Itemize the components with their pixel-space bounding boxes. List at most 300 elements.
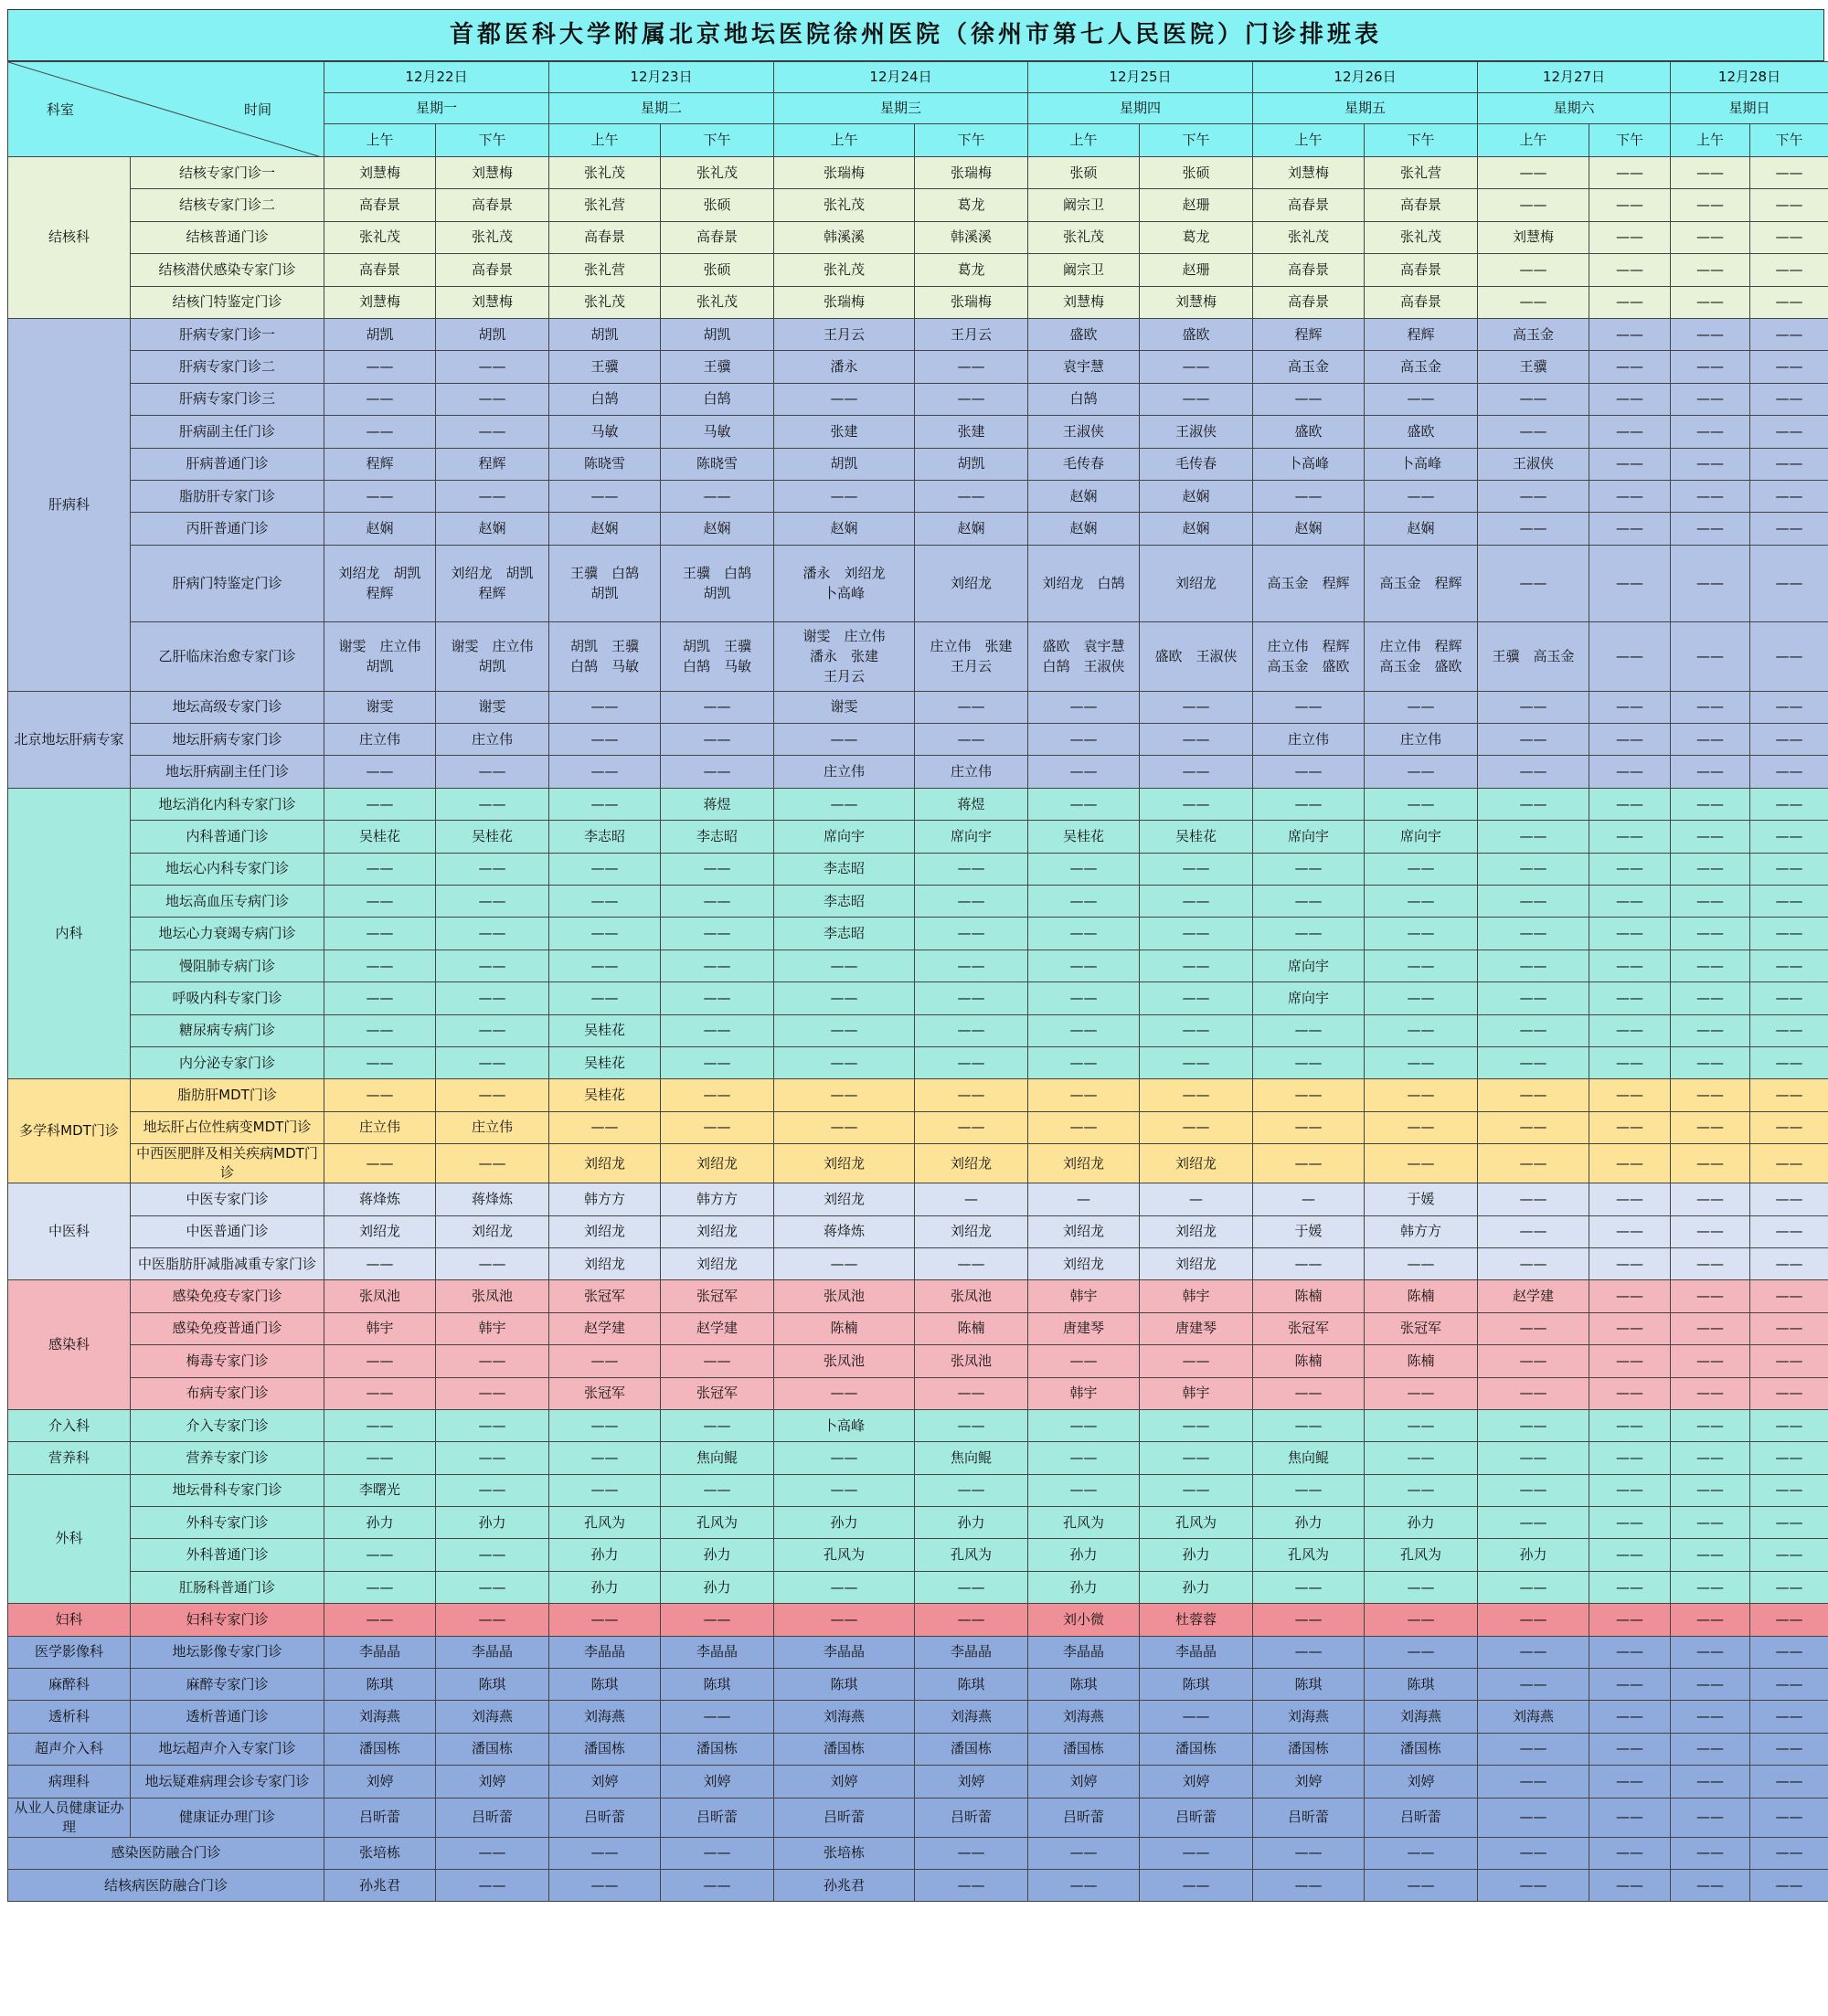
doctor-cell: —— xyxy=(1478,1766,1589,1798)
doctor-cell: 赵娴 xyxy=(1028,513,1140,545)
doctor-cell: 刘海燕 xyxy=(1365,1701,1478,1733)
doctor-cell: —— xyxy=(1589,1345,1671,1377)
doctor-cell: 毛传春 xyxy=(1028,448,1140,480)
clinic-name: 地坛高血压专病门诊 xyxy=(131,886,324,918)
doctor-cell: —— xyxy=(661,1604,774,1636)
doctor-cell: —— xyxy=(1671,1636,1750,1668)
doctor-cell: 高春景 xyxy=(1253,254,1365,286)
doctor-cell: —— xyxy=(549,1409,661,1441)
doctor-cell: 刘海燕 xyxy=(1253,1701,1365,1733)
clinic-name: 地坛骨科专家门诊 xyxy=(131,1474,324,1506)
doctor-cell: 李晶晶 xyxy=(549,1636,661,1668)
doctor-cell: —— xyxy=(436,982,549,1014)
doctor-cell: —— xyxy=(1671,351,1750,383)
doctor-cell: —— xyxy=(1671,448,1750,480)
doctor-cell: 张礼茂 xyxy=(549,157,661,189)
doctor-cell: 孙力 xyxy=(661,1571,774,1603)
doctor-cell: 孙力 xyxy=(661,1539,774,1571)
doctor-cell: —— xyxy=(1253,756,1365,788)
clinic-name: 布病专家门诊 xyxy=(131,1377,324,1409)
doctor-cell: 刘婷 xyxy=(915,1766,1028,1798)
doctor-cell: —— xyxy=(324,950,436,981)
doctor-cell: —— xyxy=(549,788,661,820)
doctor-cell: —— xyxy=(1750,724,1828,756)
doctor-cell: —— xyxy=(661,724,774,756)
doctor-cell: —— xyxy=(1140,1837,1253,1869)
doctor-cell: —— xyxy=(436,351,549,383)
doctor-cell: —— xyxy=(1750,221,1828,253)
doctor-cell: —— xyxy=(436,1539,549,1571)
doctor-cell: —— xyxy=(1028,886,1140,918)
doctor-cell: 王骥 白鹄 胡凯 xyxy=(661,545,774,621)
doctor-cell: 毛传春 xyxy=(1140,448,1253,480)
doctor-cell: 潘国栋 xyxy=(915,1733,1028,1765)
doctor-cell: —— xyxy=(915,1869,1028,1901)
doctor-cell: 席向宇 xyxy=(1253,950,1365,981)
doctor-cell: 王骥 xyxy=(549,351,661,383)
doctor-cell: —— xyxy=(1365,1442,1478,1474)
doctor-cell: —— xyxy=(436,756,549,788)
doctor-cell: 胡凯 王骥 白鹄 马敏 xyxy=(661,621,774,691)
date-header: 12月23日 xyxy=(549,62,774,93)
doctor-cell: —— xyxy=(549,950,661,981)
doctor-cell: 潘永 刘绍龙 卜高峰 xyxy=(774,545,915,621)
doctor-cell: 陈琪 xyxy=(915,1669,1028,1701)
doctor-cell: —— xyxy=(1365,1571,1478,1603)
table-row xyxy=(8,1837,1828,1869)
doctor-cell: —— xyxy=(1750,1798,1828,1837)
doctor-cell: 韩方方 xyxy=(1365,1215,1478,1247)
doctor-cell: 张培栋 xyxy=(774,1837,915,1869)
weekday-header: 星期三 xyxy=(774,93,1028,124)
department-name: 多学科MDT门诊 xyxy=(8,1079,131,1183)
doctor-cell: 刘慧梅 xyxy=(324,286,436,318)
doctor-cell: 谢雯 庄立伟 潘永 张建 王月云 xyxy=(774,621,915,691)
doctor-cell: —— xyxy=(549,691,661,723)
doctor-cell: —— xyxy=(549,1111,661,1143)
doctor-cell: 刘小微 xyxy=(1028,1604,1140,1636)
table-row xyxy=(8,950,1828,981)
doctor-cell: —— xyxy=(1750,756,1828,788)
page-title: 首都医科大学附属北京地坛医院徐州医院（徐州市第七人民医院）门诊排班表 xyxy=(7,9,1824,61)
doctor-cell: —— xyxy=(1365,691,1478,723)
table-row xyxy=(8,1442,1828,1474)
doctor-cell: 李晶晶 xyxy=(324,1636,436,1668)
doctor-cell: 蒋烽炼 xyxy=(774,1215,915,1247)
doctor-cell: 王月云 xyxy=(915,318,1028,350)
doctor-cell: —— xyxy=(1589,1377,1671,1409)
doctor-cell: 张培栋 xyxy=(324,1837,436,1869)
clinic-name: 地坛心力衰竭专病门诊 xyxy=(131,918,324,950)
doctor-cell: —— xyxy=(1671,724,1750,756)
clinic-name: 地坛影像专家门诊 xyxy=(131,1636,324,1668)
doctor-cell: —— xyxy=(1028,1474,1140,1506)
clinic-name: 糖尿病专病门诊 xyxy=(131,1014,324,1046)
doctor-cell: —— xyxy=(1589,918,1671,950)
doctor-cell: —— xyxy=(1671,1345,1750,1377)
table-row xyxy=(8,545,1828,621)
doctor-cell: 王淑侠 xyxy=(1140,416,1253,448)
doctor-cell: 孙力 xyxy=(1478,1539,1589,1571)
doctor-cell: —— xyxy=(1671,621,1750,691)
doctor-cell: 唐建琴 xyxy=(1140,1312,1253,1344)
doctor-cell: —— xyxy=(1478,513,1589,545)
doctor-cell: 庄立伟 xyxy=(436,724,549,756)
doctor-cell: 焦向鲲 xyxy=(915,1442,1028,1474)
doctor-cell: 庄立伟 xyxy=(774,756,915,788)
doctor-cell: 白鹄 xyxy=(661,383,774,415)
doctor-cell: 潘国栋 xyxy=(549,1733,661,1765)
doctor-cell: 刘婷 xyxy=(774,1766,915,1798)
doctor-cell: 庄立伟 程辉 高玉金 盛欧 xyxy=(1253,621,1365,691)
table-body xyxy=(8,157,1828,1902)
table-row xyxy=(8,1571,1828,1603)
doctor-cell: —— xyxy=(1253,1046,1365,1078)
doctor-cell: — xyxy=(1140,1183,1253,1215)
doctor-cell: 陈楠 xyxy=(1365,1345,1478,1377)
doctor-cell: —— xyxy=(1750,1604,1828,1636)
table-row xyxy=(8,1701,1828,1733)
doctor-cell: 刘婷 xyxy=(549,1766,661,1798)
clinic-name: 梅毒专家门诊 xyxy=(131,1345,324,1377)
doctor-cell: —— xyxy=(1589,1798,1671,1837)
doctor-cell: —— xyxy=(661,1079,774,1111)
clinic-name: 中医脂肪肝减脂减重专家门诊 xyxy=(131,1247,324,1279)
doctor-cell: 葛龙 xyxy=(915,254,1028,286)
doctor-cell: —— xyxy=(774,982,915,1014)
doctor-cell: —— xyxy=(915,691,1028,723)
doctor-cell: 刘慧梅 xyxy=(436,157,549,189)
doctor-cell: —— xyxy=(1671,1798,1750,1837)
doctor-cell: —— xyxy=(1028,982,1140,1014)
doctor-cell: 葛龙 xyxy=(915,189,1028,221)
table-row xyxy=(8,383,1828,415)
doctor-cell: —— xyxy=(1750,1837,1828,1869)
am-header: 上午 xyxy=(549,124,661,157)
doctor-cell: 庄立伟 程辉 高玉金 盛欧 xyxy=(1365,621,1478,691)
doctor-cell: 蒋烽炼 xyxy=(436,1183,549,1215)
doctor-cell: —— xyxy=(915,1409,1028,1441)
doctor-cell: —— xyxy=(661,1474,774,1506)
doctor-cell: —— xyxy=(1140,788,1253,820)
am-header: 上午 xyxy=(1671,124,1750,157)
doctor-cell: 李志昭 xyxy=(774,853,915,885)
doctor-cell: —— xyxy=(1671,1183,1750,1215)
doctor-cell: 李志昭 xyxy=(661,821,774,853)
doctor-cell: 席向宇 xyxy=(1365,821,1478,853)
doctor-cell: 张礼营 xyxy=(549,254,661,286)
doctor-cell: —— xyxy=(324,756,436,788)
department-name: 医学影像科 xyxy=(8,1636,131,1668)
doctor-cell: 程辉 xyxy=(1253,318,1365,350)
doctor-cell: —— xyxy=(1750,448,1828,480)
doctor-cell: —— xyxy=(1671,821,1750,853)
doctor-cell: —— xyxy=(1140,1111,1253,1143)
doctor-cell: —— xyxy=(1589,286,1671,318)
clinic-name: 肝病专家门诊一 xyxy=(131,318,324,350)
clinic-name: 内分泌专家门诊 xyxy=(131,1046,324,1078)
doctor-cell: —— xyxy=(1478,1442,1589,1474)
doctor-cell: 刘婷 xyxy=(1028,1766,1140,1798)
doctor-cell: 刘绍龙 xyxy=(1028,1215,1140,1247)
doctor-cell: 赵珊 xyxy=(1140,254,1253,286)
doctor-cell: 高春景 xyxy=(661,221,774,253)
doctor-cell: 赵学建 xyxy=(549,1312,661,1344)
doctor-cell: 胡凯 xyxy=(549,318,661,350)
doctor-cell: —— xyxy=(661,950,774,981)
doctor-cell: 高春景 xyxy=(1365,189,1478,221)
table-row xyxy=(8,1507,1828,1539)
table-row xyxy=(8,318,1828,350)
doctor-cell: 潘国栋 xyxy=(1140,1733,1253,1765)
doctor-cell: —— xyxy=(549,1474,661,1506)
doctor-cell: —— xyxy=(1750,1766,1828,1798)
doctor-cell: 李晶晶 xyxy=(915,1636,1028,1668)
doctor-cell: —— xyxy=(1140,950,1253,981)
doctor-cell: —— xyxy=(1253,886,1365,918)
am-header: 上午 xyxy=(774,124,915,157)
doctor-cell: —— xyxy=(774,1247,915,1279)
doctor-cell: 焦向鲲 xyxy=(661,1442,774,1474)
doctor-cell: —— xyxy=(1478,1377,1589,1409)
doctor-cell: —— xyxy=(1750,286,1828,318)
clinic-name: 结核专家门诊二 xyxy=(131,189,324,221)
doctor-cell: —— xyxy=(1253,1604,1365,1636)
table-row xyxy=(8,691,1828,723)
doctor-cell: 王淑侠 xyxy=(1028,416,1140,448)
doctor-cell: 吕昕蕾 xyxy=(1028,1798,1140,1837)
weekday-header: 星期六 xyxy=(1478,93,1671,124)
doctor-cell: 孔风为 xyxy=(1365,1539,1478,1571)
doctor-cell: 吴桂花 xyxy=(436,821,549,853)
doctor-cell: —— xyxy=(1365,982,1478,1014)
clinic-name: 感染医防融合门诊 xyxy=(8,1837,324,1869)
doctor-cell: 李晶晶 xyxy=(436,1636,549,1668)
doctor-cell: —— xyxy=(1671,1733,1750,1765)
doctor-cell: —— xyxy=(436,1442,549,1474)
doctor-cell: 刘婷 xyxy=(436,1766,549,1798)
doctor-cell: —— xyxy=(436,853,549,885)
doctor-cell: 盛欧 xyxy=(1365,416,1478,448)
corner-header xyxy=(8,62,324,157)
doctor-cell: 刘绍龙 xyxy=(436,1215,549,1247)
doctor-cell: —— xyxy=(661,1409,774,1441)
doctor-cell: —— xyxy=(1253,1247,1365,1279)
doctor-cell: —— xyxy=(774,1079,915,1111)
date-header: 12月22日 xyxy=(324,62,549,93)
doctor-cell: 赵娴 xyxy=(915,513,1028,545)
doctor-cell: —— xyxy=(774,1571,915,1603)
table-row xyxy=(8,1377,1828,1409)
doctor-cell: —— xyxy=(1589,1280,1671,1312)
pm-header: 下午 xyxy=(1365,124,1478,157)
doctor-cell: —— xyxy=(1253,480,1365,512)
doctor-cell: —— xyxy=(1671,1079,1750,1111)
doctor-cell: —— xyxy=(1750,1280,1828,1312)
doctor-cell: —— xyxy=(915,918,1028,950)
doctor-cell: —— xyxy=(774,950,915,981)
doctor-cell: —— xyxy=(1365,1046,1478,1078)
doctor-cell: 孙力 xyxy=(1140,1539,1253,1571)
doctor-cell: —— xyxy=(915,1079,1028,1111)
doctor-cell: 胡凯 xyxy=(324,318,436,350)
doctor-cell: 陈琪 xyxy=(549,1669,661,1701)
doctor-cell: 张凤池 xyxy=(915,1345,1028,1377)
doctor-cell: —— xyxy=(1589,254,1671,286)
department-name: 肝病科 xyxy=(8,318,131,691)
doctor-cell: 张礼茂 xyxy=(774,254,915,286)
doctor-cell: —— xyxy=(324,853,436,885)
doctor-cell: —— xyxy=(1478,545,1589,621)
doctor-cell: 孙力 xyxy=(436,1507,549,1539)
doctor-cell: —— xyxy=(1671,886,1750,918)
doctor-cell: 刘绍龙 xyxy=(1140,545,1253,621)
clinic-name: 肝病专家门诊三 xyxy=(131,383,324,415)
doctor-cell: —— xyxy=(915,950,1028,981)
doctor-cell: 孙力 xyxy=(1028,1571,1140,1603)
doctor-cell: —— xyxy=(1140,982,1253,1014)
doctor-cell: —— xyxy=(1140,853,1253,885)
doctor-cell: 高春景 xyxy=(324,254,436,286)
doctor-cell: —— xyxy=(1750,383,1828,415)
doctor-cell: —— xyxy=(1750,1345,1828,1377)
table-row xyxy=(8,1014,1828,1046)
weekday-header: 星期五 xyxy=(1253,93,1478,124)
doctor-cell: 刘绍龙 xyxy=(915,1215,1028,1247)
doctor-cell: —— xyxy=(324,1079,436,1111)
doctor-cell: 陈琪 xyxy=(774,1669,915,1701)
doctor-cell: 阚宗卫 xyxy=(1028,189,1140,221)
table-row xyxy=(8,221,1828,253)
table-row xyxy=(8,1183,1828,1215)
doctor-cell: 孙力 xyxy=(915,1507,1028,1539)
doctor-cell: —— xyxy=(1589,1507,1671,1539)
doctor-cell: —— xyxy=(1671,254,1750,286)
doctor-cell: —— xyxy=(1671,1442,1750,1474)
doctor-cell: —— xyxy=(1750,918,1828,950)
doctor-cell: 杜蓉蓉 xyxy=(1140,1604,1253,1636)
am-header: 上午 xyxy=(324,124,436,157)
doctor-cell: —— xyxy=(1750,1183,1828,1215)
doctor-cell: —— xyxy=(1750,1377,1828,1409)
doctor-cell: —— xyxy=(1589,448,1671,480)
doctor-cell: —— xyxy=(661,1837,774,1869)
doctor-cell: —— xyxy=(1671,1280,1750,1312)
clinic-name: 乙肝临床治愈专家门诊 xyxy=(131,621,324,691)
doctor-cell: 陈琪 xyxy=(1028,1669,1140,1701)
doctor-cell: —— xyxy=(1365,1409,1478,1441)
doctor-cell: 刘绍龙 xyxy=(661,1215,774,1247)
doctor-cell: —— xyxy=(1589,351,1671,383)
doctor-cell: 刘绍龙 xyxy=(1140,1215,1253,1247)
doctor-cell: 于媛 xyxy=(1365,1183,1478,1215)
doctor-cell: 葛龙 xyxy=(1140,221,1253,253)
doctor-cell: 孙力 xyxy=(1253,1507,1365,1539)
doctor-cell: 刘绍龙 白鹄 xyxy=(1028,545,1140,621)
doctor-cell: —— xyxy=(1028,1837,1140,1869)
doctor-cell: —— xyxy=(1478,886,1589,918)
doctor-cell: —— xyxy=(1365,788,1478,820)
pm-header: 下午 xyxy=(436,124,549,157)
doctor-cell: 潘国栋 xyxy=(324,1733,436,1765)
doctor-cell: 吕昕蕾 xyxy=(549,1798,661,1837)
doctor-cell: —— xyxy=(1750,1215,1828,1247)
doctor-cell: —— xyxy=(1589,480,1671,512)
doctor-cell: —— xyxy=(1478,286,1589,318)
clinic-name: 中医普通门诊 xyxy=(131,1215,324,1247)
doctor-cell: —— xyxy=(549,756,661,788)
table-row xyxy=(8,1280,1828,1312)
doctor-cell: —— xyxy=(549,1442,661,1474)
weekday-header: 星期二 xyxy=(549,93,774,124)
doctor-cell: —— xyxy=(436,886,549,918)
doctor-cell: —— xyxy=(549,918,661,950)
doctor-cell: —— xyxy=(436,1079,549,1111)
doctor-cell: 谢雯 xyxy=(324,691,436,723)
doctor-cell: —— xyxy=(1750,853,1828,885)
doctor-cell: —— xyxy=(1589,1247,1671,1279)
doctor-cell: 庄立伟 xyxy=(1253,724,1365,756)
doctor-cell: —— xyxy=(1589,1312,1671,1344)
doctor-cell: —— xyxy=(1253,691,1365,723)
doctor-cell: —— xyxy=(436,1014,549,1046)
doctor-cell: —— xyxy=(1140,724,1253,756)
doctor-cell: —— xyxy=(1750,1079,1828,1111)
doctor-cell: —— xyxy=(1750,1111,1828,1143)
doctor-cell: 庄立伟 张建 王月云 xyxy=(915,621,1028,691)
table-row xyxy=(8,1247,1828,1279)
table-row xyxy=(8,1474,1828,1506)
table-row xyxy=(8,254,1828,286)
doctor-cell: —— xyxy=(324,788,436,820)
doctor-cell: 张礼茂 xyxy=(549,286,661,318)
doctor-cell: —— xyxy=(915,1046,1028,1078)
doctor-cell: 张冠军 xyxy=(549,1377,661,1409)
doctor-cell: —— xyxy=(324,351,436,383)
doctor-cell: —— xyxy=(1478,1571,1589,1603)
doctor-cell: 孙力 xyxy=(774,1507,915,1539)
doctor-cell: —— xyxy=(1671,157,1750,189)
doctor-cell: —— xyxy=(1750,480,1828,512)
table-row xyxy=(8,416,1828,448)
doctor-cell: —— xyxy=(1028,1409,1140,1441)
doctor-cell: —— xyxy=(1253,1571,1365,1603)
doctor-cell: 刘绍龙 xyxy=(549,1215,661,1247)
doctor-cell: 孙力 xyxy=(324,1507,436,1539)
doctor-cell: 高春景 xyxy=(436,254,549,286)
doctor-cell: 孙兆君 xyxy=(324,1869,436,1901)
doctor-cell: 张瑞梅 xyxy=(915,286,1028,318)
doctor-cell: —— xyxy=(1140,1409,1253,1441)
clinic-name: 外科专家门诊 xyxy=(131,1507,324,1539)
doctor-cell: 张硕 xyxy=(661,189,774,221)
doctor-cell: —— xyxy=(1478,1215,1589,1247)
doctor-cell: —— xyxy=(436,1474,549,1506)
doctor-cell: —— xyxy=(1365,1604,1478,1636)
doctor-cell: 程辉 xyxy=(436,448,549,480)
doctor-cell: 张凤池 xyxy=(436,1280,549,1312)
doctor-cell: —— xyxy=(774,1014,915,1046)
doctor-cell: —— xyxy=(1028,691,1140,723)
doctor-cell: —— xyxy=(1750,1144,1828,1183)
date-header: 12月25日 xyxy=(1028,62,1253,93)
doctor-cell: —— xyxy=(1140,1701,1253,1733)
doctor-cell: —— xyxy=(1140,351,1253,383)
doctor-cell: 陈琪 xyxy=(436,1669,549,1701)
doctor-cell: 白鹄 xyxy=(1028,383,1140,415)
doctor-cell: —— xyxy=(1478,1183,1589,1215)
table-row xyxy=(8,1111,1828,1143)
